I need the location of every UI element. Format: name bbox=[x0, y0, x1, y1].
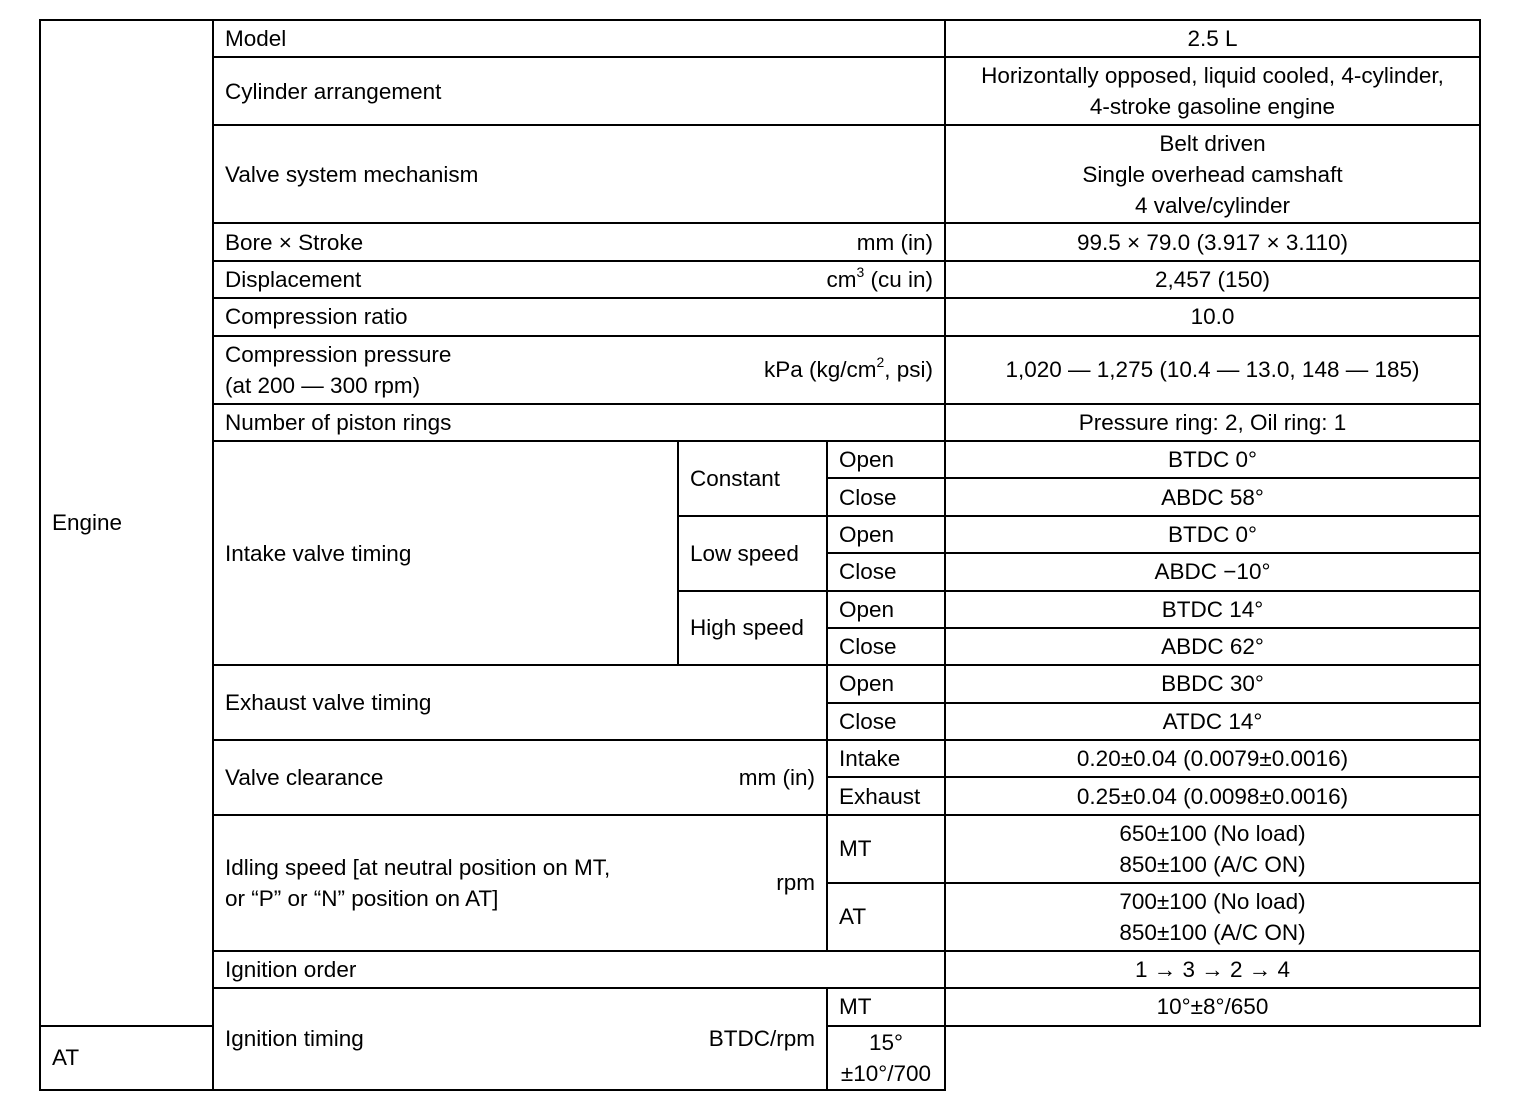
idling-mt-label: MT bbox=[827, 815, 945, 883]
idling-label: Idling speed [at neutral position on MT, or “P” or “N” position on AT] bbox=[225, 854, 611, 911]
bore-value: 99.5 × 79.0 (3.917 × 3.110) bbox=[945, 223, 1480, 260]
intake-high-close-value: ABDC 62° bbox=[945, 628, 1480, 665]
exhaust-close-label: Close bbox=[827, 703, 945, 740]
exhaust-close-value: ATDC 14° bbox=[945, 703, 1480, 740]
valve-mech-label: Valve system mechanism bbox=[213, 125, 945, 223]
valve-clearance-label-cell bbox=[213, 740, 827, 815]
row-compression-ratio bbox=[40, 298, 1480, 335]
row-exhaust-open bbox=[40, 665, 1480, 702]
intake-high-open-value: BTDC 14° bbox=[945, 591, 1480, 628]
intake-high-close-label: Close bbox=[827, 628, 945, 665]
ignition-timing-at-value: 15°±10°/700 bbox=[827, 1026, 945, 1090]
cylinder-value-line: 4-stroke gasoline engine bbox=[1089, 94, 1336, 120]
idling-mt-value: 650±100 (No load) 850±100 (A/C ON) bbox=[945, 815, 1480, 883]
ignition-timing-mt-value: 10°±8°/650 bbox=[945, 988, 1480, 1025]
row-model bbox=[40, 20, 1480, 57]
row-piston-rings bbox=[40, 404, 1480, 441]
intake-high-open-label: Open bbox=[827, 591, 945, 628]
idling-at-label: AT bbox=[827, 883, 945, 951]
cylinder-value bbox=[945, 57, 1480, 125]
intake-low-close-value: ABDC −10° bbox=[945, 553, 1480, 590]
row-bore-stroke bbox=[40, 223, 1480, 260]
intake-low-open-value: BTDC 0° bbox=[945, 516, 1480, 553]
ignition-timing-at-label: AT bbox=[40, 1026, 213, 1090]
bore-label-cell bbox=[213, 223, 945, 260]
intake-constant-close-value: ABDC 58° bbox=[945, 478, 1480, 515]
displacement-value: 2,457 (150) bbox=[945, 261, 1480, 298]
row-intake-constant-open bbox=[40, 441, 1480, 478]
ignition-timing-label: Ignition timing bbox=[225, 1026, 364, 1052]
valve-clearance-intake-label: Intake bbox=[827, 740, 945, 777]
displacement-label-cell bbox=[213, 261, 945, 298]
cylinder-value-line: Horizontally opposed, liquid cooled, 4-cylinder, bbox=[981, 63, 1444, 89]
intake-constant-open-value: BTDC 0° bbox=[945, 441, 1480, 478]
ignition-timing-unit: BTDC/rpm bbox=[708, 1026, 815, 1052]
bore-unit: mm (in) bbox=[856, 229, 933, 255]
valve-mech-line: Belt driven bbox=[1159, 130, 1266, 156]
intake-low-close-label: Close bbox=[827, 553, 945, 590]
piston-rings-label: Number of piston rings bbox=[213, 404, 945, 441]
row-idling-mt bbox=[40, 815, 1480, 883]
intake-mode-low-speed: Low speed bbox=[678, 516, 827, 591]
row-cylinder-arrangement bbox=[40, 57, 1480, 125]
row-ignition-timing-mt bbox=[40, 988, 1480, 1025]
engine-spec-table bbox=[39, 19, 1481, 1091]
compression-ratio-label: Compression ratio bbox=[213, 298, 945, 335]
ignition-timing-mt-label: MT bbox=[827, 988, 945, 1025]
intake-low-open-label: Open bbox=[827, 516, 945, 553]
intake-mode-constant: Constant bbox=[678, 441, 827, 516]
compression-pressure-unit: kPa ($kg/cm^2$, psi) bbox=[763, 354, 933, 383]
intake-constant-open-label: Open bbox=[827, 441, 945, 478]
exhaust-open-value: BBDC 30° bbox=[945, 665, 1480, 702]
piston-rings-value: Pressure ring: 2, Oil ring: 1 bbox=[945, 404, 1480, 441]
row-valve-clearance-intake bbox=[40, 740, 1480, 777]
idling-label-cell bbox=[213, 815, 827, 951]
exhaust-open-label: Open bbox=[827, 665, 945, 702]
valve-clearance-label: Valve clearance bbox=[225, 764, 384, 790]
idling-at-value: 700±100 (No load) 850±100 (A/C ON) bbox=[945, 883, 1480, 951]
intake-timing-label: Intake valve timing bbox=[213, 441, 678, 665]
bore-label: Bore × Stroke bbox=[225, 229, 364, 255]
row-displacement bbox=[40, 261, 1480, 298]
ignition-order-label: Ignition order bbox=[213, 951, 945, 988]
ignition-order-value: 1 → 3 → 2 → 4 bbox=[945, 951, 1480, 988]
compression-pressure-value: 1,020 — 1,275 (10.4 — 13.0, 148 — 185) bbox=[945, 336, 1480, 404]
valve-clearance-unit: mm (in) bbox=[738, 764, 815, 790]
compression-pressure-label: Compression pressure (at 200 — 300 rpm) bbox=[225, 341, 452, 398]
idling-unit: rpm bbox=[776, 870, 815, 896]
exhaust-timing-label: Exhaust valve timing bbox=[213, 665, 827, 740]
valve-mech-line: Single overhead camshaft bbox=[1082, 161, 1343, 187]
model-value: 2.5 L bbox=[945, 20, 1480, 57]
displacement-unit: $cm^3$ (cu in) bbox=[826, 264, 933, 292]
displacement-label: Displacement bbox=[225, 266, 362, 292]
ignition-timing-label-cell bbox=[213, 988, 827, 1089]
intake-constant-close-label: Close bbox=[827, 478, 945, 515]
valve-clearance-intake-value: 0.20±0.04 (0.0079±0.0016) bbox=[945, 740, 1480, 777]
valve-mech-line: 4 valve/cylinder bbox=[1134, 192, 1291, 218]
valve-clearance-exhaust-label: Exhaust bbox=[827, 777, 945, 814]
model-label: Model bbox=[213, 20, 945, 57]
compression-ratio-value: 10.0 bbox=[945, 298, 1480, 335]
valve-clearance-exhaust-value: 0.25±0.04 (0.0098±0.0016) bbox=[945, 777, 1480, 814]
cylinder-label: Cylinder arrangement bbox=[213, 57, 945, 125]
row-compression-pressure bbox=[40, 336, 1480, 404]
section-label-engine: Engine bbox=[40, 20, 213, 1026]
compression-pressure-label-cell bbox=[213, 336, 945, 404]
intake-mode-high-speed: High speed bbox=[678, 591, 827, 666]
row-ignition-order bbox=[40, 951, 1480, 988]
valve-mech-value bbox=[945, 125, 1480, 223]
row-valve-system bbox=[40, 125, 1480, 223]
